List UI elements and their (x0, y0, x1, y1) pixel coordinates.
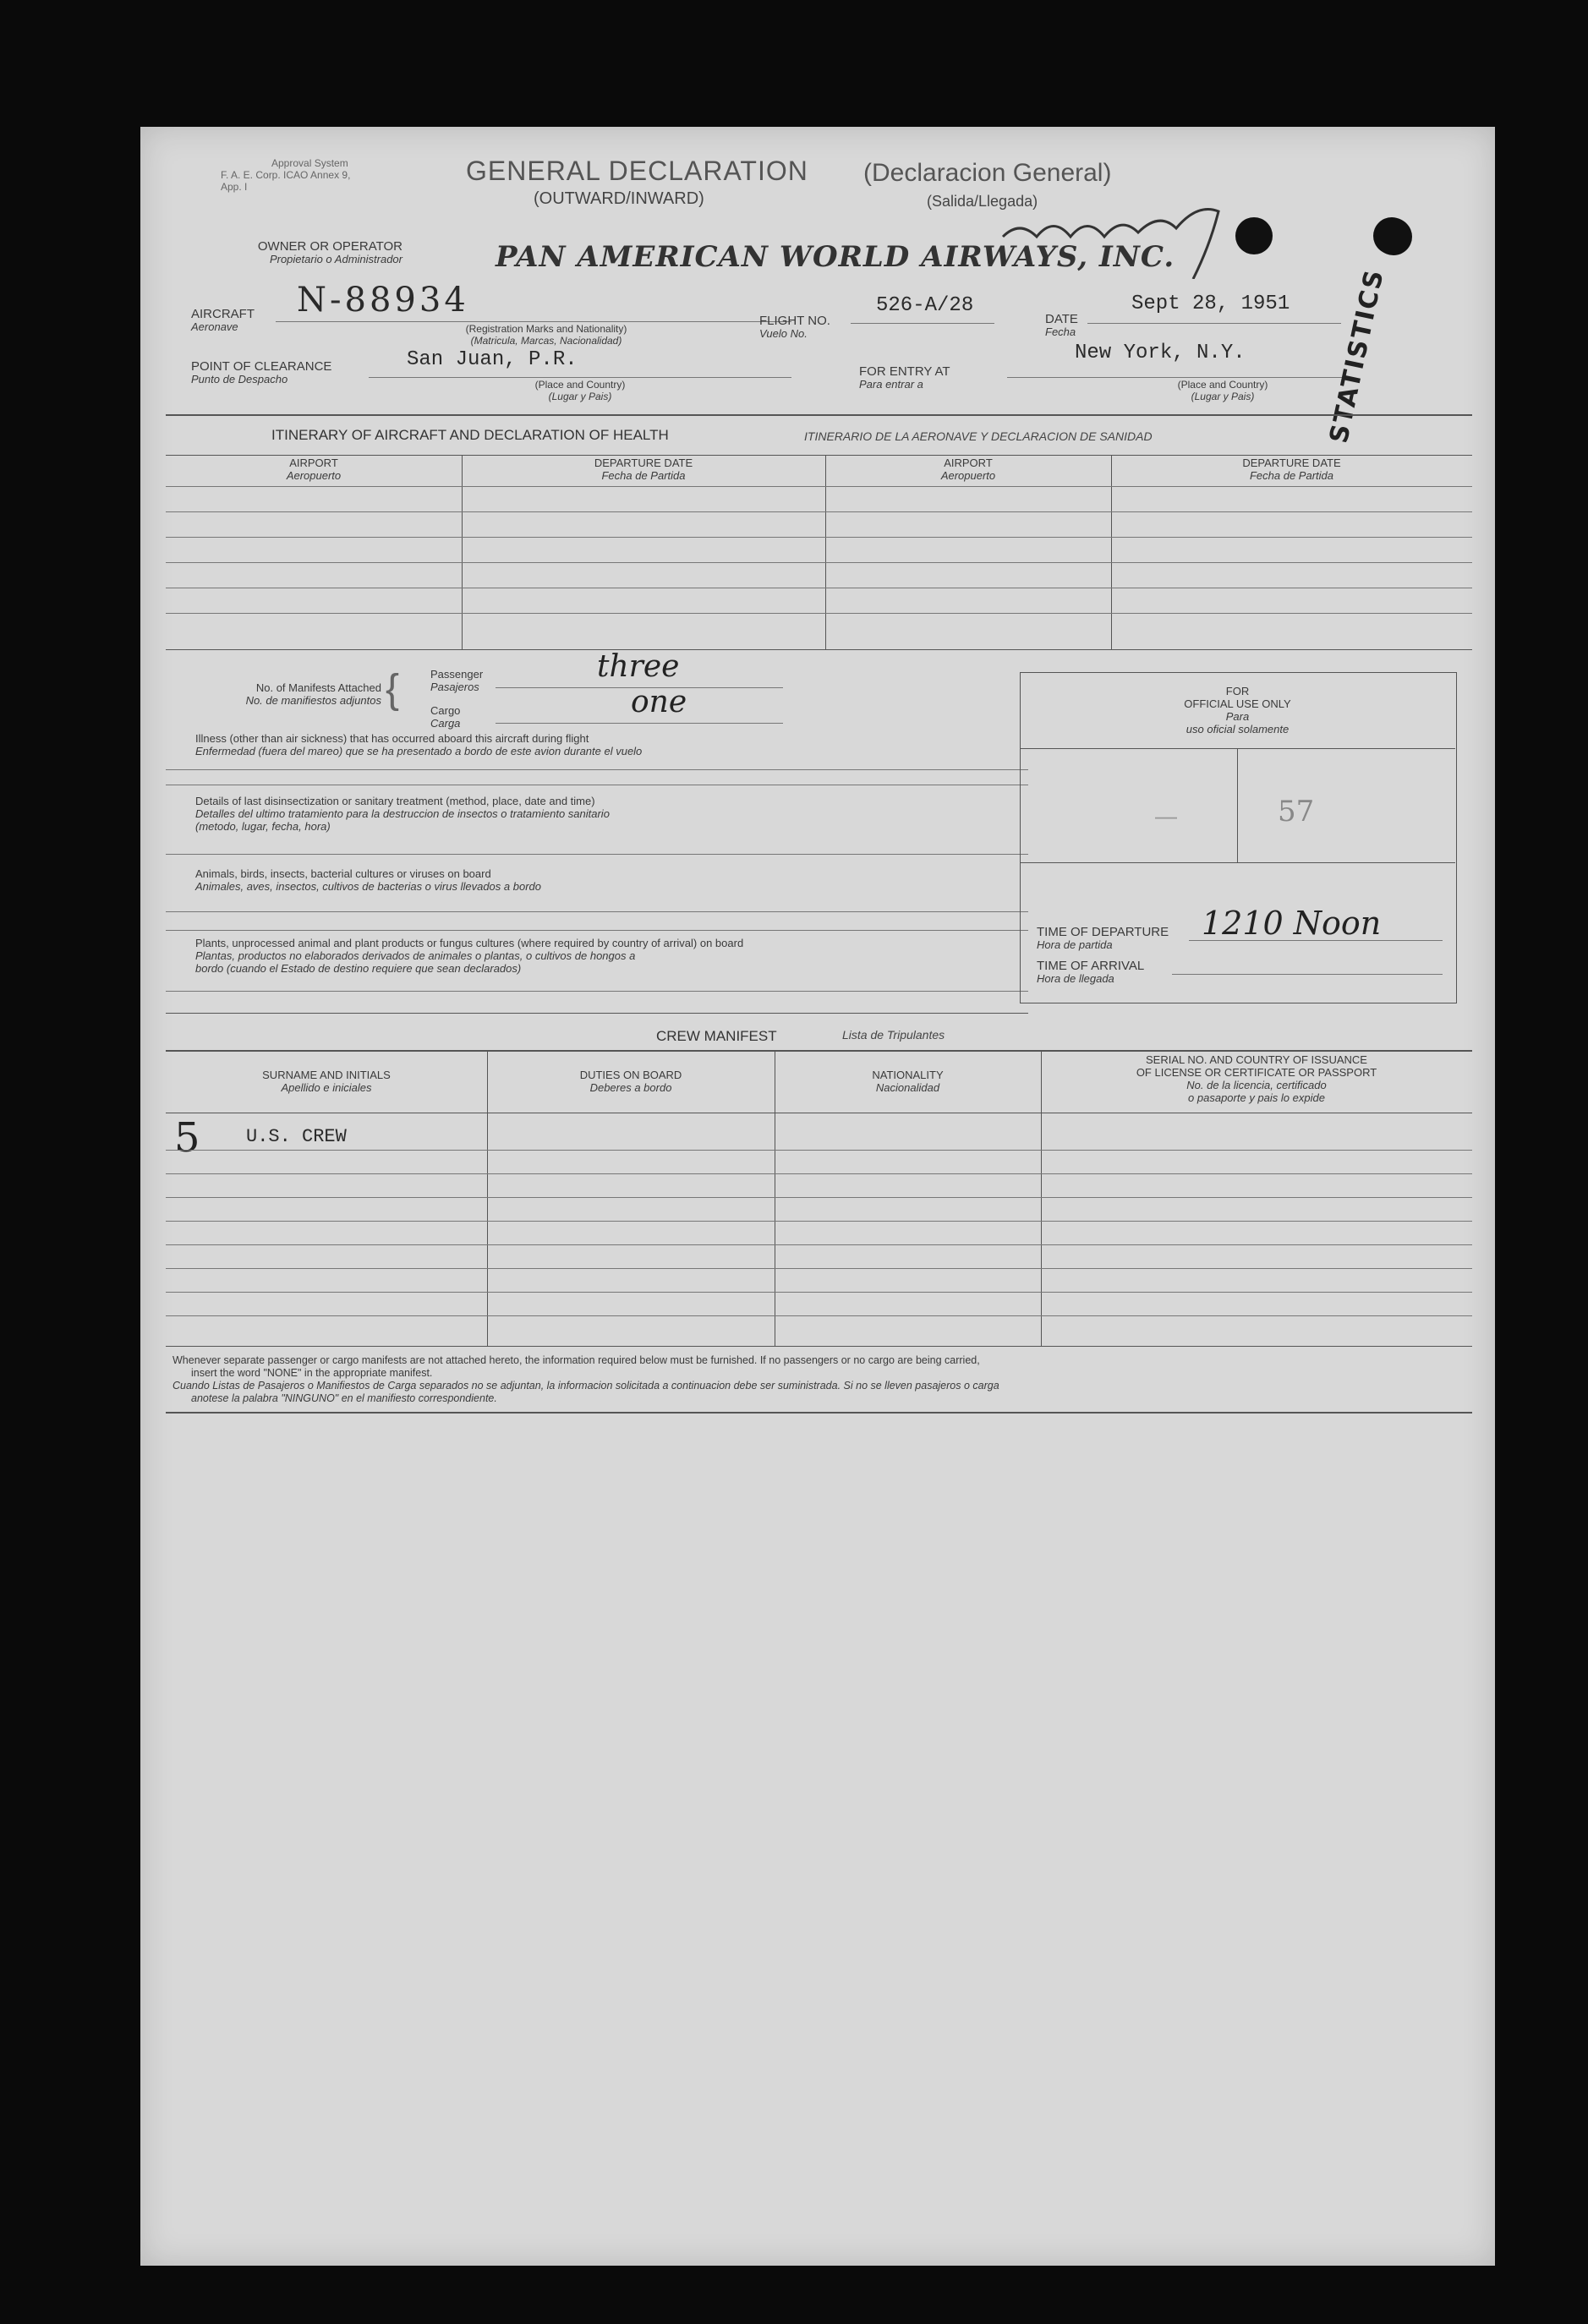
notice-en: insert the word "NONE" in the appropriate manifest. (191, 1367, 433, 1379)
official-mark-left: — (1155, 803, 1177, 828)
label-en: TIME OF ARRIVAL (1037, 959, 1145, 973)
date-label-en: DATE (1045, 312, 1078, 326)
disinsect-label (195, 795, 1041, 833)
rule (851, 323, 994, 324)
title-es-line: uso oficial solamente (1186, 723, 1290, 735)
manifests-label-es: No. de manifiestos adjuntos (245, 694, 381, 707)
rule (166, 1346, 1472, 1347)
crew-col-surname (166, 1069, 487, 1094)
crew-title: CREW MANIFEST (656, 1028, 777, 1044)
aircraft-note-en: (Registration Marks and Nationality) (465, 323, 627, 335)
col-divider (462, 455, 463, 649)
clearance-label (191, 360, 331, 386)
flight-label (759, 314, 830, 340)
col-label: AIRPORT (944, 457, 993, 469)
rule (166, 854, 1028, 855)
aircraft-note-es: (Matricula, Marcas, Nacionalidad) (470, 335, 622, 347)
place-note-en: (Place and Country) (1177, 379, 1268, 391)
itin-col-airport-1 (166, 457, 462, 482)
label-en: Plants, unprocessed animal and plant products or fungus cultures (where required by country of arrival) on board (195, 937, 744, 949)
col-label-es: Aeropuerto (940, 469, 996, 482)
flight-label-en: FLIGHT NO. (759, 314, 830, 328)
departure-time-value: 1210 Noon (1202, 905, 1382, 942)
label-es-2: (metodo, lugar, fecha, hora) (195, 820, 331, 833)
col-label-es: Deberes a bordo (589, 1081, 672, 1094)
itin-col-departure-2 (1111, 457, 1472, 482)
date-label-es: Fecha (1045, 325, 1076, 338)
rule (166, 911, 1028, 912)
rule (166, 1013, 1028, 1014)
form-title: GENERAL DECLARATION (466, 156, 808, 186)
rule (166, 1050, 1472, 1052)
title-es-line: Para (1225, 710, 1250, 723)
col-label: AIRPORT (289, 457, 338, 469)
aircraft-label-es: Aeronave (191, 320, 238, 333)
brace-icon: { (386, 667, 400, 712)
rule (166, 1315, 1472, 1316)
col-label: SURNAME AND INITIALS (262, 1069, 391, 1081)
rule (166, 930, 1028, 931)
rule (166, 1412, 1472, 1414)
col-label-es: Fecha de Partida (1249, 469, 1333, 482)
owner-label-en: OWNER OR OPERATOR (257, 239, 402, 254)
aircraft-label-en: AIRCRAFT (191, 307, 255, 321)
crew-col-duties (487, 1069, 775, 1094)
rule (166, 1197, 1472, 1198)
entry-label-en: FOR ENTRY AT (859, 364, 950, 379)
col-label: NATIONALITY (872, 1069, 944, 1081)
stamp-line: F. A. E. Corp. ICAO Annex 9, App. I (221, 169, 351, 193)
col-label: SERIAL NO. AND COUNTRY OF ISSUANCE (1146, 1053, 1367, 1066)
crew-col-nationality (775, 1069, 1041, 1094)
cargo-manifests-label (430, 704, 460, 730)
place-note-en: (Place and Country) (534, 379, 626, 391)
owner-label-es: Propietario o Administrador (269, 253, 402, 265)
rule (166, 613, 1472, 614)
label-es: Enfermedad (fuera del mareo) que se ha presentado a bordo de este avion durante el vuelo (195, 745, 643, 757)
entry-label-es: Para entrar a (859, 378, 923, 391)
label-es: Animales, aves, insectos, cultivos de bacterias o virus llevados a bordo (195, 880, 541, 893)
animals-label (195, 867, 1041, 893)
form-title-es: (Declaracion General) (863, 159, 1112, 187)
arrival-time-label (1037, 960, 1144, 985)
declaration-form (140, 127, 1495, 2266)
title-line: OFFICIAL USE ONLY (1184, 697, 1291, 710)
rule (1172, 974, 1443, 975)
aircraft-note (394, 323, 698, 347)
flight-value: 526-A/28 (876, 294, 974, 317)
rule (1087, 323, 1341, 324)
itin-col-departure-1 (462, 457, 825, 482)
rule (166, 511, 1472, 512)
rule (1020, 862, 1455, 863)
col-label-es: o pasaporte y pais lo expide (1188, 1091, 1325, 1104)
col-label-es: No. de la licencia, certificado (1186, 1079, 1327, 1091)
rule (1189, 940, 1443, 941)
rule (166, 1292, 1472, 1293)
illness-label (195, 732, 1041, 757)
place-note-es: (Lugar y Pais) (1191, 391, 1255, 402)
manifests-label-en: No. of Manifests Attached (255, 681, 381, 694)
stamp-line: Approval System (271, 157, 348, 169)
statistics-stamp: STATISTICS (1324, 265, 1390, 446)
rule (166, 1173, 1472, 1174)
rule (166, 455, 1472, 456)
clearance-place-note (479, 379, 682, 402)
label-en: Cargo (430, 704, 461, 717)
form-title-es-sub: (Salida/Llegada) (927, 193, 1038, 210)
plants-label (195, 937, 1041, 975)
rule (166, 991, 1028, 992)
rule (166, 649, 1472, 650)
entry-value: New York, N.Y. (1075, 342, 1246, 364)
col-divider (825, 455, 826, 649)
entry-label (859, 365, 950, 391)
notice-es: Cuando Listas de Pasajeros o Manifiestos de Carga separados no se adjuntan, la informacion solicitada a continuacion debe ser suministrada. Si no se lleven pasajeros o carga (172, 1380, 999, 1392)
label-es: Hora de partida (1037, 938, 1113, 951)
crew-col-serial (1041, 1053, 1472, 1104)
place-note-es: (Lugar y Pais) (548, 391, 612, 402)
rule (276, 321, 791, 322)
label-en: Passenger (430, 668, 484, 681)
flight-label-es: Vuelo No. (759, 327, 808, 340)
notice-es: anotese la palabra "NINGUNO" en el manifiesto correspondiente. (191, 1392, 497, 1404)
official-use-title (1020, 685, 1455, 735)
label-en: Illness (other than air sickness) that has occurred aboard this aircraft during flight (195, 732, 589, 745)
departure-time-label (1037, 926, 1169, 951)
crew-entry: U.S. CREW (246, 1126, 347, 1147)
col-divider (487, 1050, 488, 1346)
notice (172, 1354, 1475, 1405)
rule (166, 414, 1472, 416)
passenger-manifests-value: three (597, 649, 680, 684)
form-title-sub: (OUTWARD/INWARD) (534, 189, 704, 208)
manifests-label (195, 681, 381, 707)
label-en: Animals, birds, insects, bacterial cultures or viruses on board (195, 867, 491, 880)
owner-value: PAN AMERICAN WORLD AIRWAYS, INC. (496, 240, 1175, 274)
rule (166, 562, 1472, 563)
crew-count: 5 (174, 1114, 200, 1162)
rule (496, 723, 783, 724)
rule (166, 1244, 1472, 1245)
col-label: DUTIES ON BOARD (579, 1069, 682, 1081)
itinerary-title-es: ITINERARIO DE LA AERONAVE Y DECLARACION DE SANIDAD (804, 429, 1153, 443)
col-label: DEPARTURE DATE (594, 457, 693, 469)
itin-col-airport-2 (825, 457, 1111, 482)
date-value: Sept 28, 1951 (1131, 293, 1290, 315)
clearance-value: San Juan, P.R. (407, 348, 578, 371)
label-es: Plantas, productos no elaborados derivados de animales o plantas, o cultivos de hongos a (195, 949, 636, 962)
col-label-es: Apellido e iniciales (281, 1081, 372, 1094)
rule (166, 1150, 1472, 1151)
label-es: Detalles del ultimo tratamiento para la destruccion de insectos o tratamiento sanitario (195, 807, 610, 820)
col-label-es: Nacionalidad (875, 1081, 940, 1094)
col-label-es: Fecha de Partida (601, 469, 686, 482)
clearance-label-en: POINT OF CLEARANCE (191, 359, 332, 374)
clearance-label-es: Punto de Despacho (191, 373, 288, 386)
col-divider (1237, 748, 1238, 862)
date-label (1045, 313, 1078, 338)
punch-hole (1375, 218, 1412, 255)
label-es: Carga (430, 717, 461, 730)
official-mark-right: 57 (1278, 795, 1315, 828)
label-es: Pasajeros (430, 681, 479, 693)
notice-en: Whenever separate passenger or cargo manifests are not attached hereto, the information required below must be furnished. If no passengers or no cargo are being carried, (172, 1354, 980, 1366)
col-label: OF LICENSE OR CERTIFICATE OR PASSPORT (1136, 1066, 1377, 1079)
title-line: FOR (1225, 685, 1250, 697)
col-divider (1111, 455, 1112, 649)
col-label: DEPARTURE DATE (1242, 457, 1341, 469)
rule (166, 769, 1028, 770)
entry-place-note (1121, 379, 1324, 402)
label-en: Details of last disinsectization or sanitary treatment (method, place, date and time) (195, 795, 595, 807)
rule (166, 1268, 1472, 1269)
itinerary-title: ITINERARY OF AIRCRAFT AND DECLARATION OF HEALTH (271, 427, 669, 443)
rule (166, 486, 1472, 487)
passenger-manifests-label (430, 668, 483, 693)
rule (166, 537, 1472, 538)
rule (369, 377, 791, 378)
label-es: Hora de llegada (1037, 972, 1114, 985)
approval-stamp (221, 157, 373, 193)
rule (166, 1221, 1472, 1222)
aircraft-label (191, 308, 255, 333)
col-label-es: Aeropuerto (286, 469, 342, 482)
crew-title-es: Lista de Tripulantes (842, 1028, 945, 1042)
cargo-manifests-value: one (631, 685, 687, 719)
rule (1007, 377, 1354, 378)
label-es-2: bordo (cuando el Estado de destino requiere que sean declarados) (195, 962, 522, 975)
label-en: TIME OF DEPARTURE (1037, 925, 1169, 939)
owner-label (200, 240, 402, 265)
aircraft-value: N-88934 (297, 281, 469, 320)
